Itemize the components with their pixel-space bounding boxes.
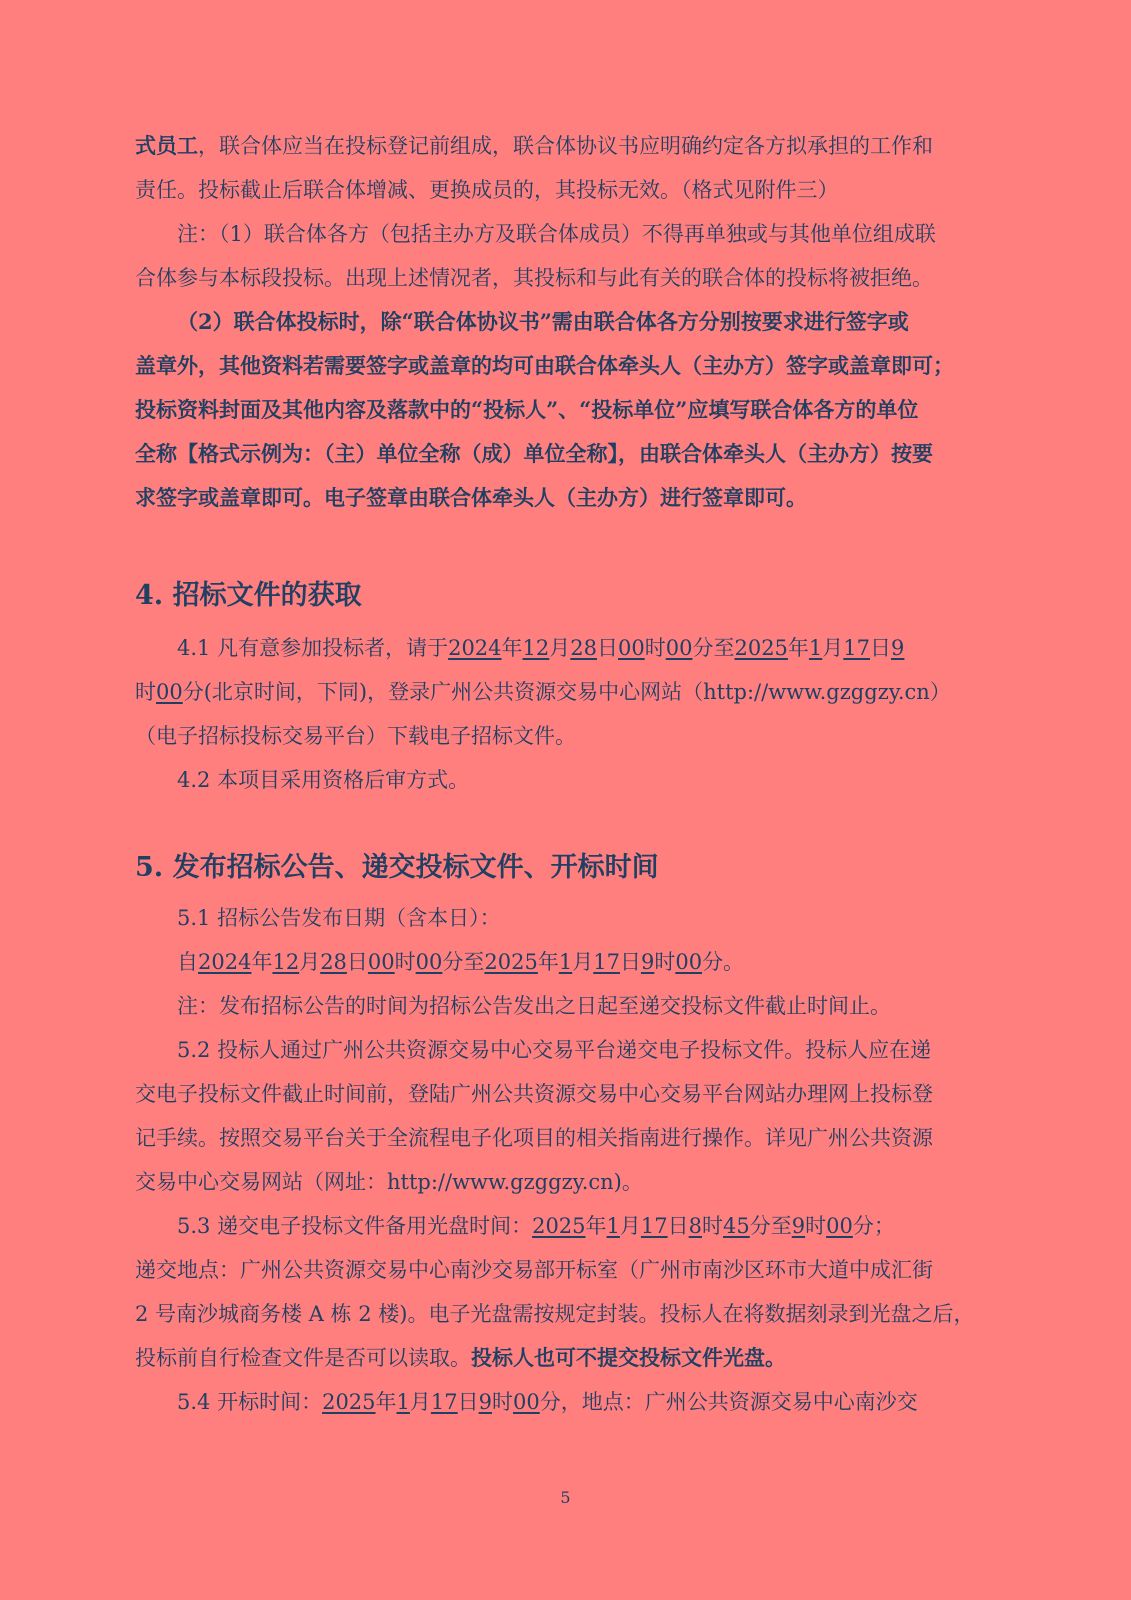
paragraph-4-1-line: 4.1 凡有意参加投标者，请于2024年12月28日00时00分至2025年1月17日9: [177, 636, 905, 660]
paragraph-5-1-note: 注：发布招标公告的时间为招标公告发出之日起至递交投标文件截止时间止。: [177, 994, 891, 1018]
section-5-body: [135, 896, 997, 1424]
paragraph-5-2-line: 交电子投标文件截止时间前，登陆广州公共资源交易中心交易平台网站办理网上投标登: [135, 1082, 933, 1106]
paragraph-5-3-line: 投标前自行检查文件是否可以读取。投标人也可不提交投标文件光盘。: [135, 1345, 786, 1370]
note-2-line: 投标资料封面及其他内容及落款中的“投标人”、“投标单位”应填写联合体各方的单位: [135, 397, 919, 422]
paragraph-5-2-line: 交易中心交易网站（网址：http://www.gzggzy.cn)。: [135, 1170, 643, 1194]
note-2-line: 盖章外，其他资料若需要签字或盖章的均可由联合体牵头人（主办方）签字或盖章即可；: [135, 353, 954, 378]
page-number: 5: [560, 1488, 571, 1507]
paragraph-5-1-dates: 自2024年12月28日00时00分至2025年1月17日9时00分。: [177, 950, 745, 974]
note-1-line: 注：（1）联合体各方（包括主办方及联合体成员）不得再单独或与其他单位组成联: [177, 222, 936, 246]
paragraph-4-1-line: （电子招标投标交易平台）下载电子招标文件。: [135, 724, 576, 748]
paragraph-4-2: 4.2 本项目采用资格后审方式。: [177, 768, 470, 792]
section-5-heading: 5. 发布招标公告、递交投标文件、开标时间: [135, 852, 659, 883]
section-3-continuation: [135, 124, 997, 520]
note-1-line: 合体参与本标段投标。出现上述情况者，其投标和与此有关的联合体的投标将被拒绝。: [135, 266, 933, 290]
paragraph-5-3-line: 递交地点：广州公共资源交易中心南沙交易部开标室（广州市南沙区环市大道中成汇街: [135, 1258, 933, 1282]
section-4-heading: 4. 招标文件的获取: [135, 580, 362, 611]
paragraph-5-3-line: 5.3 递交电子投标文件备用光盘时间：2025年1月17日8时45分至9时00分；: [177, 1214, 895, 1238]
text-line: 责任。投标截止后联合体增减、更换成员的，其投标无效。（格式见附件三）: [135, 178, 839, 202]
note-2-line: 全称【格式示例为：（主）单位全称（成）单位全称】，由联合体牵头人（主办方）按要: [135, 441, 933, 466]
paragraph-4-1-line: 时00分(北京时间，下同)，登录广州公共资源交易中心网站（http://www.gzggzy.cn）: [135, 680, 951, 704]
paragraph-5-2-line: 记手续。按照交易平台关于全流程电子化项目的相关指南进行操作。详见广州公共资源: [135, 1126, 933, 1150]
paragraph-5-4-line: 5.4 开标时间：2025年1月17日9时00分，地点：广州公共资源交易中心南沙交: [177, 1390, 918, 1414]
text-line: 式员工，联合体应当在投标登记前组成，联合体协议书应明确约定各方拟承担的工作和: [135, 133, 933, 158]
note-2-line: （2）联合体投标时，除“联合体协议书”需由联合体各方分别按要求进行签字或: [177, 309, 909, 334]
paragraph-5-3-line: 2 号南沙城商务楼 A 栋 2 楼)。电子光盘需按规定封装。投标人在将数据刻录到光盘之后，: [135, 1302, 975, 1326]
paragraph-5-1-title: 5.1 招标公告发布日期（含本日）：: [177, 906, 501, 930]
paragraph-5-2-line: 5.2 投标人通过广州公共资源交易中心交易平台递交电子投标文件。投标人应在递: [177, 1038, 932, 1062]
note-2-line: 求签字或盖章即可。电子签章由联合体牵头人（主办方）进行签章即可。: [135, 485, 807, 510]
section-4-body: [135, 626, 997, 802]
